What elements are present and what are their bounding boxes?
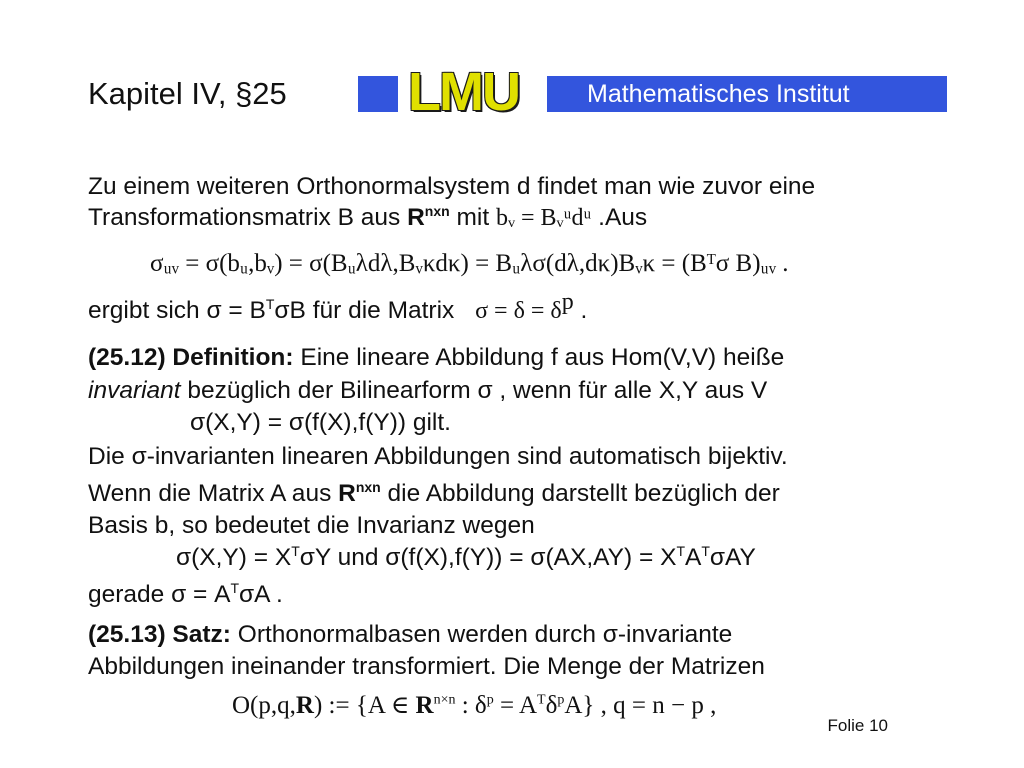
superscript: T	[291, 542, 300, 559]
para2-line-1: Die σ-invarianten linearen Abbildungen sind automatisch bijektiv.	[88, 443, 788, 470]
satz-line-1	[88, 620, 732, 650]
superscript: T	[230, 579, 240, 596]
text: Transformationsmatrix B aus	[88, 204, 401, 231]
text: .	[580, 297, 588, 324]
superscript: p	[561, 288, 574, 315]
superscript: T	[265, 295, 275, 312]
reals-symbol: R	[338, 480, 356, 507]
text: A} , q = n − p ,	[564, 692, 717, 719]
superscript: T	[537, 692, 546, 708]
superscript: p	[557, 692, 565, 708]
text: σAY	[709, 544, 756, 571]
text: σB für die Matrix	[274, 297, 455, 324]
equation-sigma-transform: σᵤᵥ = σ(bᵤ,bᵥ) = σ(Bᵤλdλ,Bᵥκdκ) = Bᵤλσ(dλ,dκ)Bᵥκ = (Bᵀσ B)ᵤᵥ .	[150, 250, 789, 277]
definition-line-2	[88, 376, 767, 406]
body-line-2	[88, 203, 647, 233]
text: gerade σ = A	[88, 581, 231, 608]
text: bezüglich der Bilinearform σ , wenn für alle X,Y aus V	[187, 377, 768, 404]
text: σA .	[239, 581, 283, 608]
text: ) := {A ∈	[313, 692, 410, 719]
institute-banner: Mathematisches Institut	[547, 76, 947, 112]
para2-line-2	[88, 479, 780, 509]
superscript: nxn	[355, 478, 381, 495]
text: O(p,q,	[232, 692, 296, 719]
superscript: nxn	[424, 202, 450, 219]
equation-orthogonal-group	[232, 690, 716, 720]
matrix-formula: σ = δ = δ	[475, 298, 562, 324]
reals-symbol: R	[295, 692, 314, 719]
superscript: T	[676, 542, 685, 559]
logo-blue-square	[358, 76, 398, 112]
para2-line-4	[176, 543, 756, 573]
lmu-logo: LMU	[408, 62, 519, 122]
text: = A	[493, 692, 537, 719]
text: σ(X,Y) = X	[176, 544, 292, 571]
reals-symbol: R	[415, 692, 434, 719]
basis-formula: bᵥ = Bᵥᵘdᵘ	[495, 205, 592, 231]
definition-line-1	[88, 343, 784, 373]
text: .Aus	[598, 204, 648, 231]
text: Eine lineare Abbildung f aus Hom(V,V) heiße	[300, 344, 785, 371]
superscript: p	[486, 692, 494, 708]
text: Orthonormalbasen werden durch σ-invariante	[237, 621, 733, 648]
text: : δ	[455, 692, 487, 719]
slide-title: Kapitel IV, §25	[88, 76, 287, 111]
text: mit	[456, 204, 490, 231]
text: δ	[545, 692, 558, 719]
text: Wenn die Matrix A aus	[88, 480, 332, 507]
satz-label: (25.13) Satz:	[88, 621, 231, 648]
satz-line-2: Abbildungen ineinander transformiert. Die Menge der Matrizen	[88, 653, 765, 680]
reals-symbol: R	[407, 204, 425, 231]
invariant-term: invariant	[88, 377, 181, 404]
definition-label: (25.12) Definition:	[88, 344, 294, 371]
para2-line-3: Basis b, so bedeutet die Invarianz wegen	[88, 512, 535, 539]
text: die Abbildung darstellt bezüglich der	[387, 480, 780, 507]
text: ergibt sich σ = B	[88, 297, 266, 324]
para2-line-5	[88, 580, 283, 610]
body-line-4	[88, 288, 588, 326]
superscript: T	[701, 542, 710, 559]
definition-line-3: σ(X,Y) = σ(f(X),f(Y)) gilt.	[190, 409, 451, 436]
superscript: n×n	[433, 692, 456, 708]
slide-number: Folie 10	[827, 716, 888, 735]
text: A	[685, 544, 702, 571]
body-line-1: Zu einem weiteren Orthonormalsystem d findet man wie zuvor eine	[88, 173, 816, 200]
text: σY und σ(f(X),f(Y)) = σ(AX,AY) = X	[299, 544, 677, 571]
